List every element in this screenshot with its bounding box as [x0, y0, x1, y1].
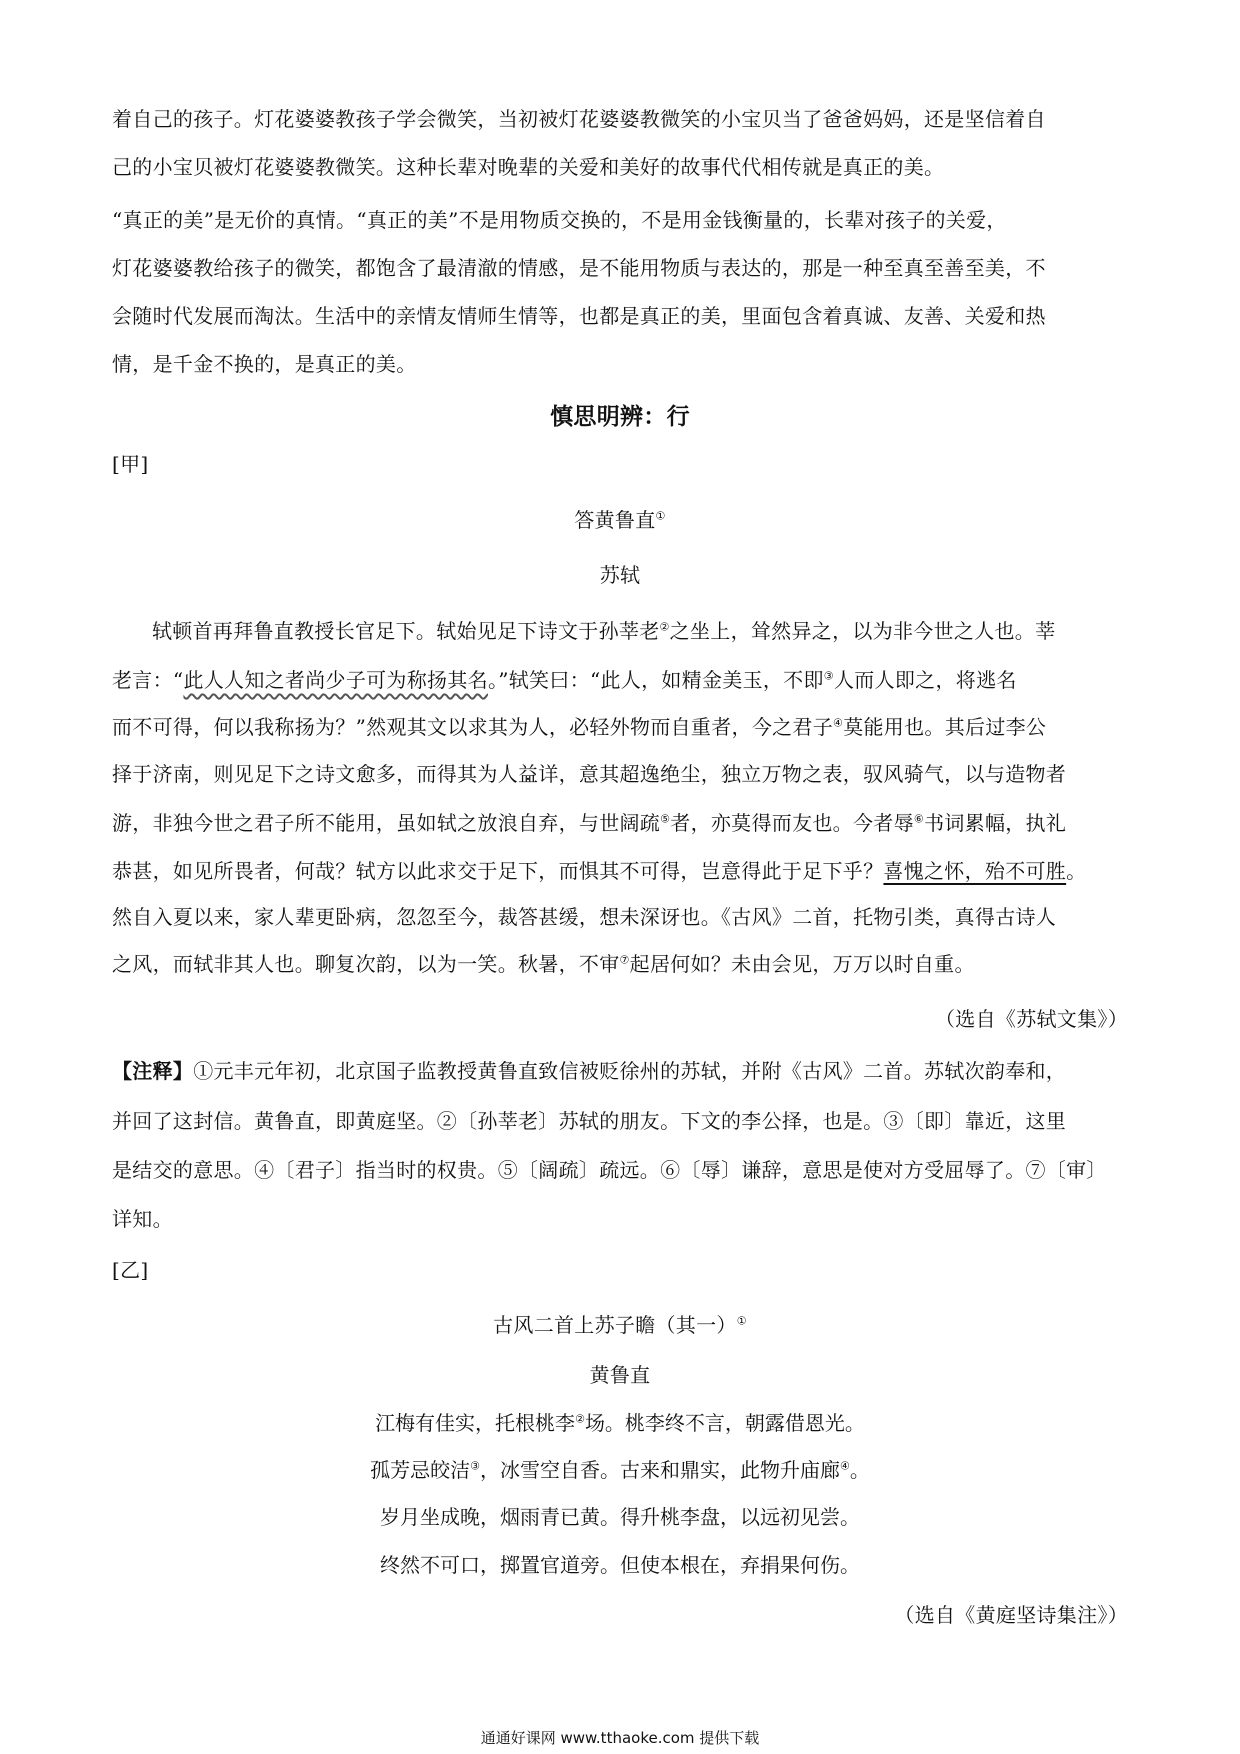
- source-citation: （选自《苏轼文集》）: [935, 1007, 1128, 1031]
- passage-line: 之风，而轼非其人也。聊复次韵，以为一笑。秋暑，不审⑦起居何如？未由会见，万万以时自重。: [112, 952, 975, 976]
- poem-title: 古风二首上苏子瞻（其一）①: [493, 1313, 747, 1337]
- poem-line: 终然不可口，掷置官道旁。但使本根在，弃捐果何伤。: [380, 1553, 860, 1577]
- notes-label: 【注释】: [112, 1059, 194, 1083]
- essay-line: 情，是千金不换的，是真正的美。: [112, 352, 417, 376]
- passage-line: 恭甚，如见所畏者，何哉？轼方以此求交于足下，而惧其不可得，岂意得此于足下乎？喜愧之怀，殆不可胜。: [112, 859, 1087, 883]
- passage-line: 而不可得，何以我称扬为？”然观其文以求其为人，必轻外物而自重者，今之君子④莫能用也。其后过李公: [112, 715, 1047, 739]
- page-footer: 通通好课网 www.tthaoke.com 提供下载: [480, 1729, 760, 1747]
- passage-line: 然自入夏以来，家人辈更卧病，忽忽至今，裁答甚缓，想未深讶也。《古风》二首，托物引类，真得古诗人: [112, 905, 1057, 929]
- passage-label-jia: [甲]: [112, 452, 149, 476]
- passage-line: 老言：“此人人知之者尚少子可为称扬其名。”轼笑曰：“此人，如精金美玉，不即③人而人即之，将逃名: [112, 668, 1017, 692]
- section-title: 慎思明辨：行: [550, 404, 690, 430]
- notes-line: 详知。: [112, 1207, 173, 1231]
- essay-line: 着自己的孩子。灯花婆婆教孩子学会微笑，当初被灯花婆婆教微笑的小宝贝当了爸爸妈妈，还是坚信着自: [112, 107, 1046, 131]
- poem-line: 孤芳忌皎洁③，冰雪空自香。古来和鼎实，此物升庙廊④。: [370, 1458, 870, 1482]
- poem-line: 岁月坐成晚，烟雨青已黄。得升桃李盘，以远初见尝。: [380, 1505, 860, 1529]
- passage-line: 择于济南，则见足下之诗文愈多，而得其为人益详，意其超逸绝尘，独立万物之表，驭风骑气，以与造物者: [112, 762, 1067, 786]
- poem-author: 黄鲁直: [589, 1363, 651, 1387]
- notes-line: 并回了这封信。黄鲁直，即黄庭坚。②〔孙莘老〕苏轼的朋友。下文的李公择，也是。③〔即〕靠近，这里: [112, 1109, 1067, 1133]
- passage-line: 游，非独今世之君子所不能用，虽如轼之放浪自弃，与世阔疏⑤者，亦莫得而友也。今者辱⑥书词累幅，执礼: [112, 811, 1067, 835]
- passage-label-yi: [乙]: [112, 1258, 149, 1282]
- notes-line: 是结交的意思。④〔君子〕指当时的权贵。⑤〔阔疏〕疏远。⑥〔辱〕谦辞，意思是使对方受屈辱了。⑦〔审〕: [112, 1158, 1107, 1182]
- source-citation: （选自《黄庭坚诗集注》）: [894, 1603, 1128, 1627]
- underlined-sentence: 喜愧之怀，殆不可胜: [883, 859, 1067, 883]
- essay-line: “真正的美”是无价的真情。“真正的美”不是用物质交换的，不是用金钱衡量的，长辈对孩子的关爱，: [112, 208, 1007, 232]
- essay-line: 己的小宝贝被灯花婆婆教微笑。这种长辈对晚辈的关爱和美好的故事代代相传就是真正的美。: [112, 155, 945, 179]
- wavy-underlined-sentence: 此人人知之者尚少子可为称扬其名: [183, 668, 488, 692]
- notes-line: 【注释】①元丰元年初，北京国子监教授黄鲁直致信被贬徐州的苏轼，并附《古风》二首。苏轼次韵奉和，: [112, 1059, 1067, 1083]
- passage-line: 轼顿首再拜鲁直教授长官足下。轼始见足下诗文于孙莘老②之坐上，耸然异之，以为非今世之人也。莘: [152, 619, 1056, 643]
- passage-author-jia: 苏轼: [599, 563, 641, 587]
- essay-line: 灯花婆婆教给孩子的微笑，都饱含了最清澈的情感，是不能用物质与表达的，那是一种至真至善至美，不: [112, 256, 1046, 280]
- passage-title-jia: 答黄鲁直①: [574, 508, 666, 532]
- essay-line: 会随时代发展而淘汰。生活中的亲情友情师生情等，也都是真正的美，里面包含着真诚、友善、关爱和热: [112, 304, 1046, 328]
- poem-line: 江梅有佳实，托根桃李②场。桃李终不言，朝露借恩光。: [375, 1411, 865, 1435]
